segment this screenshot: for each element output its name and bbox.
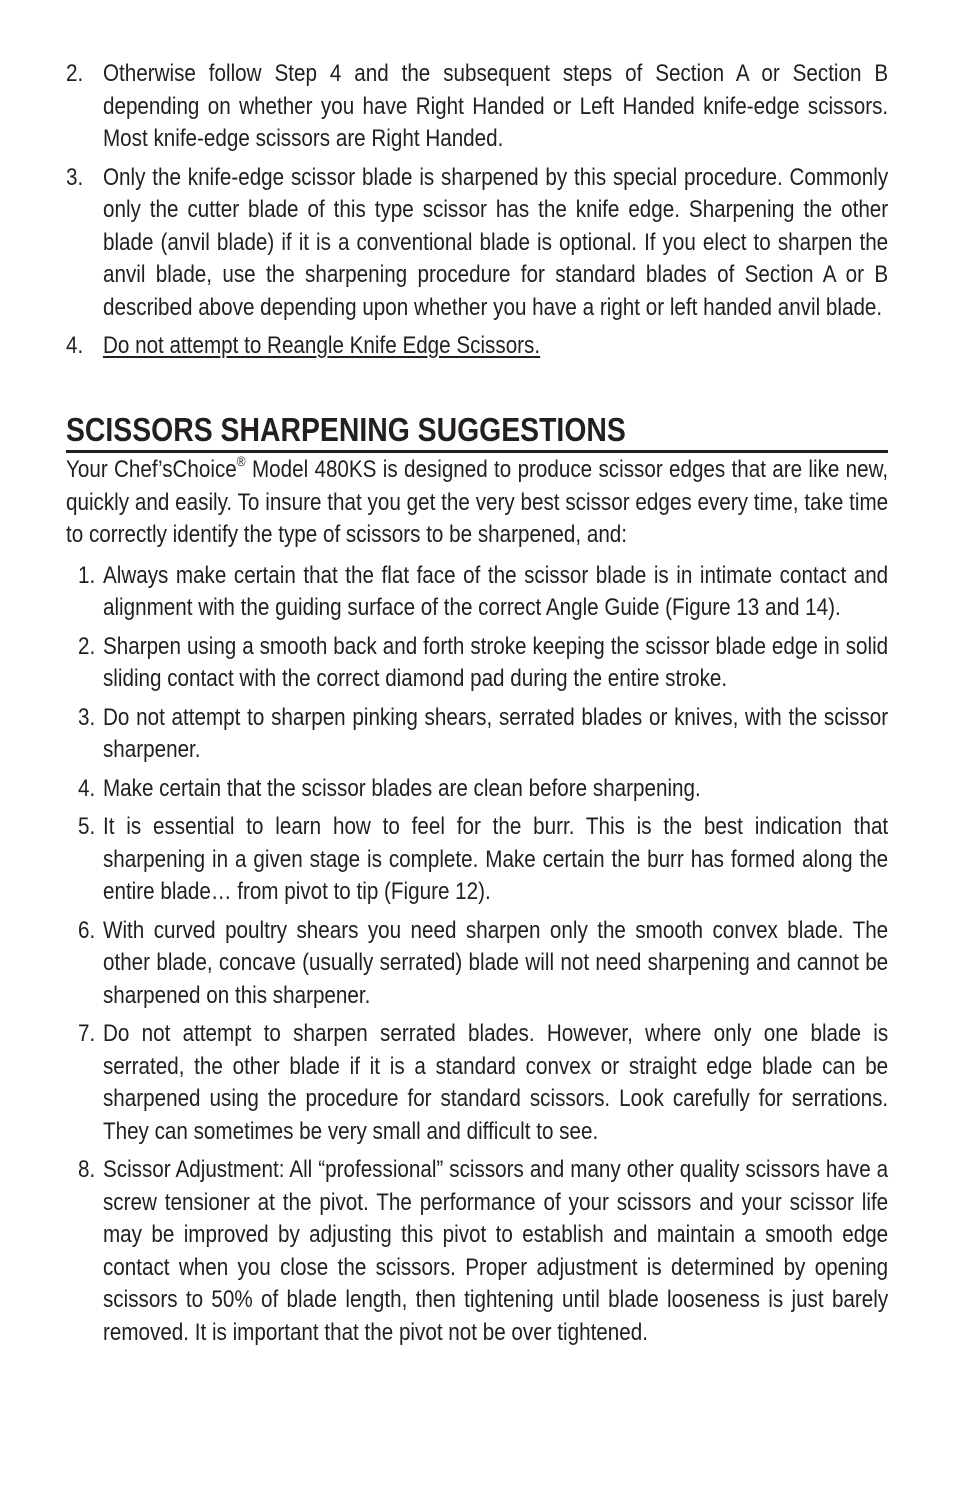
list-item-number: 3. (78, 703, 96, 731)
list-item-text: Scissor Adjustment: All “professional” scissors and many other quality scissors have a screw tensioner at the pivot. The performance of your scissors and your scissor life may be improved by adjusting this pivot to establish and maintain a smooth edge contact when you close the scissors. Proper adjustment is determined by opening scissors to 50% of blade length, then tightening until blade looseness is just barely removed. It is important that the pivot not be over tightened. (102, 1156, 889, 1346)
section-body-text (66, 454, 888, 1349)
list-item-number-cell (66, 1018, 103, 1148)
list-item (66, 811, 888, 909)
list-item-text: Only the knife-edge scissor blade is sharpened by this special procedure. Commonly only the cutter blade of this type scissor has the knife edge. Sharpening the other blade (anvil blade) if it is a conventional blade is optional. If you elect to sharpen the anvil blade, use the sharpening procedure for standard blades of Section A or B described above depending upon whether you have a right or left handed anvil blade. (102, 163, 889, 321)
list-item (66, 58, 888, 156)
list-item (66, 915, 888, 1013)
list-item-text: Always make certain that the flat face of the scissor blade is in intimate contact and alignment with the guiding surface of the correct Angle Guide (Figure 13 and 14). (102, 561, 889, 621)
intro-text-end: Model 480KS is designed to produce scissor edges that are like new, quickly and easily. To insure that you get the very best scissor edges every time, take time to correctly identify the type of scissors to be sharpened, and: (66, 456, 889, 548)
section-heading-block (66, 404, 888, 453)
list-item-number-cell (66, 811, 103, 909)
list-item-number: 2. (78, 632, 96, 660)
list-item-number-cell (66, 773, 103, 806)
list-item-text: Otherwise follow Step 4 and the subsequent steps of Section A or Section B depending on whether you have Right Handed or Left Handed knife-edge scissors. Most knife-edge scissors are Right Handed. (102, 60, 889, 152)
section-heading: SCISSORS SHARPENING SUGGESTIONS (66, 411, 626, 448)
list-item (66, 631, 888, 696)
list-item-text-underlined: Do not attempt to Reangle Knife Edge Scissors. (102, 332, 541, 359)
list-item-number-cell (66, 631, 103, 696)
registered-mark: ® (236, 453, 246, 469)
list-item-number-cell (66, 702, 103, 767)
list-item (66, 162, 888, 325)
list-item-text: Do not attempt to sharpen pinking shears, serrated blades or knives, with the scissor sharpener. (102, 703, 889, 763)
list-item-number: 2. (66, 60, 84, 87)
list-item-number-cell (66, 1154, 103, 1349)
list-item (66, 330, 888, 363)
list-item-number: 4. (78, 774, 96, 802)
list-item (66, 773, 888, 806)
list-item-number: 3. (66, 163, 84, 191)
page-text-block (66, 58, 888, 363)
list-item (66, 1154, 888, 1349)
list-item-number: 4. (66, 332, 84, 359)
list-item-number: 6. (78, 916, 96, 944)
section-intro (66, 454, 888, 552)
list-item-number: 7. (78, 1020, 96, 1047)
list-item-text: It is essential to learn how to feel for the burr. This is the best indication that sharpening in a given stage is complete. Make certain the burr has formed along the entire blade… from pivot to tip (Figure 12). (102, 813, 889, 905)
list-item-text: With curved poultry shears you need sharpen only the smooth convex blade. The other blade, concave (usually serrated) blade will not need sharpening and cannot be sharpened on this sharpener. (102, 916, 889, 1009)
section-heading-rule (66, 408, 888, 453)
list-item-number: 8. (78, 1156, 96, 1183)
list-item-text: Sharpen using a smooth back and forth stroke keeping the scissor blade edge in solid sliding contact with the correct diamond pad during the entire stroke. (102, 632, 889, 692)
list-item-number: 1. (78, 561, 96, 589)
intro-text-start: Your Chef’sChoice (66, 456, 237, 483)
list-item-number-cell (66, 915, 103, 1013)
list-item (66, 702, 888, 767)
section-body (66, 448, 888, 1355)
list-item (66, 1018, 888, 1148)
list-item-text: Make certain that the scissor blades are clean before sharpening. (102, 774, 701, 802)
list-item-text: Do not attempt to sharpen serrated blades. However, where only one blade is serrated, the other blade if it is a standard convex or straight edge blade can be sharpened using the procedure for standard scissors. Look carefully for serrations. They can sometimes be very small and difficult to see. (102, 1020, 889, 1145)
list-item-number-cell (66, 560, 103, 625)
list-item-number: 5. (78, 813, 96, 840)
manual-page (66, 58, 888, 369)
list-item (66, 560, 888, 625)
